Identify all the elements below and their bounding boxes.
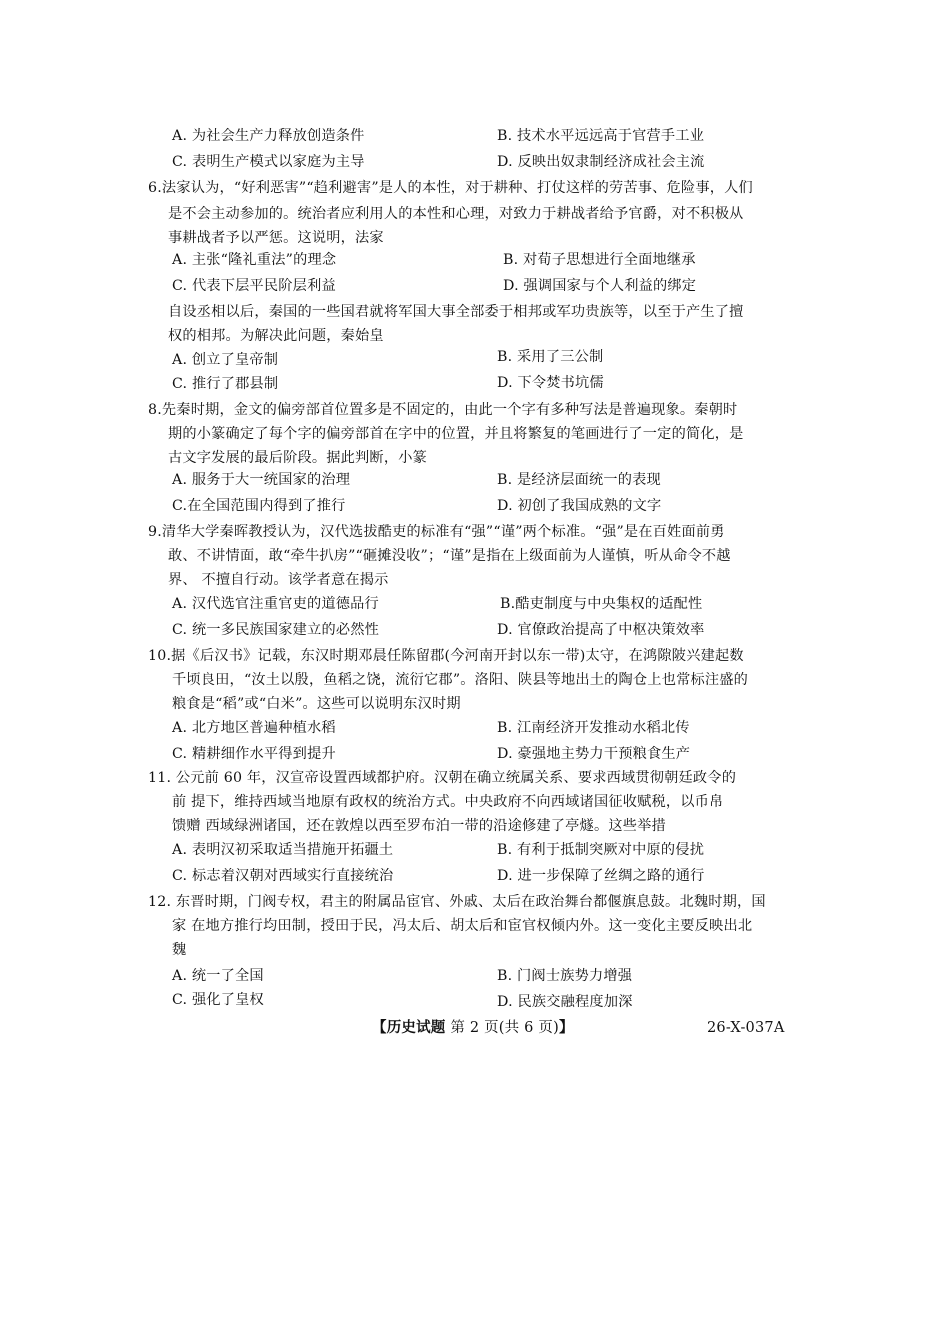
q7-option-b: B. 采用了三公制 [497, 349, 604, 365]
q12-stem-line: 12. 东晋时期，门阀专权，君主的附属品宦官、外戚、太后在政治舞台都偃旗息鼓。北魏时期，国 [148, 894, 766, 910]
q12-option-b: B. 门阀士族势力增强 [497, 968, 633, 984]
q7-option-d: D. 下令焚书坑儒 [497, 375, 604, 391]
q9-stem-line: 敢、不讲情面，敢“牵牛扒房”“砸摊没收”；“谨”是指在上级面前为人谨慎，听从命令不越 [168, 548, 731, 564]
q11-stem-line: 前 提下，维持西域当地原有政权的统治方式。中央政府不向西域诸国征收赋税，以币帛 [172, 794, 724, 810]
footer-bracket-close: 】 [558, 1019, 574, 1036]
q10-stem-line: 10.据《后汉书》记载，东汉时期邓晨任陈留郡(今河南开封以东一带)太守，在鸿隙陂兴建起数 [148, 648, 744, 664]
q10-option-d: D. 豪强地主势力干预粮食生产 [497, 746, 691, 762]
q8-option-c: C.在全国范围内得到了推行 [172, 498, 346, 514]
q8-option-d: D. 初创了我国成熟的文字 [497, 498, 662, 514]
q9-option-a: A. 汉代选官注重官吏的道德品行 [172, 596, 379, 612]
q5-option-a: A. 为社会生产力释放创造条件 [172, 128, 365, 144]
q10-stem-line: 千顷良田，“汝土以殷，鱼稻之饶，流衍它郡”。洛阳、陕县等地出土的陶仓上也常标注盛的 [172, 672, 749, 688]
q11-stem-line: 馈赠 西域绿洲诸国，还在敦煌以西至罗布泊一带的沿途修建了亭燧。这些举措 [172, 818, 666, 834]
q8-option-b: B. 是经济层面统一的表现 [497, 472, 661, 488]
q12-stem-line: 魏 [172, 942, 187, 958]
q5-option-b: B. 技术水平远远高于官营手工业 [497, 128, 705, 144]
q9-option-d: D. 官僚政治提高了中枢决策效率 [497, 622, 705, 638]
q8-stem-line: 8.先秦时期，金文的偏旁部首位置多是不固定的，由此一个字有多种写法是普遍现象。秦朝时 [148, 402, 738, 418]
q6-stem-line: 是不会主动参加的。统治者应利用人的本性和心理，对致力于耕战者给予官爵，对不积极从 [168, 206, 744, 222]
q7-stem-line: 权的相邦。为解决此问题，秦始皇 [168, 328, 384, 344]
q6-option-d: D. 强调国家与个人利益的绑定 [503, 278, 697, 294]
q10-option-a: A. 北方地区普遍种植水稻 [172, 720, 336, 736]
q9-stem-line: 9.清华大学秦晖教授认为，汉代选拔酷吏的标准有“强”“谨”两个标准。“强”是在百姓面前勇 [148, 524, 725, 540]
q10-stem-line: 粮食是“稻”或“白米”。这些可以说明东汉时期 [172, 696, 461, 712]
q10-option-b: B. 江南经济开发推动水稻北传 [497, 720, 690, 736]
q11-option-d: D. 进一步保障了丝绸之路的通行 [497, 868, 705, 884]
footer-bracket-open: 【 [372, 1019, 387, 1036]
q11-option-a: A. 表明汉初采取适当措施开拓疆土 [172, 842, 394, 858]
q5-option-c: C. 表明生产模式以家庭为主导 [172, 154, 365, 170]
footer-exam-code: 26-X-037A [707, 1020, 785, 1036]
q7-stem-line: 自设丞相以后，秦国的一些国君就将军国大事全部委于相邦或军功贵族等，以至于产生了擅 [168, 304, 744, 320]
q12-option-c: C. 强化了皇权 [172, 992, 264, 1008]
q8-stem-line: 期的小篆确定了每个字的偏旁部首在字中的位置，并且将繁复的笔画进行了一定的简化，是 [168, 426, 744, 442]
q11-option-b: B. 有利于抵制突厥对中原的侵扰 [497, 842, 705, 858]
q8-option-a: A. 服务于大一统国家的治理 [172, 472, 351, 488]
q10-option-c: C. 精耕细作水平得到提升 [172, 746, 336, 762]
q8-stem-line: 古文字发展的最后阶段。据此判断，小篆 [168, 450, 427, 466]
q9-stem-line: 界、 不擅自行动。该学者意在揭示 [168, 572, 389, 588]
q9-option-c: C. 统一多民族国家建立的必然性 [172, 622, 380, 638]
q7-option-a: A. 创立了皇帝制 [172, 352, 279, 368]
q9-option-b: B.酷吏制度与中央集权的适配性 [500, 596, 703, 612]
footer-subject-title: 历史试题 [386, 1019, 446, 1036]
q12-option-a: A. 统一了全国 [172, 968, 264, 984]
q11-stem-line: 11. 公元前 60 年，汉宣帝设置西域都护府。汉朝在确立统属关系、要求西域贯彻朝廷政令的 [148, 770, 737, 786]
q6-option-a: A. 主张“隆礼重法”的理念 [172, 252, 337, 268]
page-footer [372, 1018, 574, 1038]
q6-stem-line: 事耕战者予以严惩。这说明，法家 [168, 230, 384, 246]
footer-page-number: 第 2 页(共 6 页) [445, 1020, 559, 1036]
q5-option-d: D. 反映出奴隶制经济成社会主流 [497, 154, 705, 170]
q6-option-c: C. 代表下层平民阶层利益 [172, 278, 336, 294]
q7-option-c: C. 推行了郡县制 [172, 376, 279, 392]
q6-stem-line: 6.法家认为，“好利恶害”“趋利避害”是人的本性，对于耕种、打仗这样的劳苦事、危险事，人们 [148, 180, 753, 196]
q6-option-b: B. 对荀子思想进行全面地继承 [503, 252, 696, 268]
q12-option-d: D. 民族交融程度加深 [497, 994, 633, 1010]
q11-option-c: C. 标志着汉朝对西域实行直接统治 [172, 868, 394, 884]
q12-stem-line: 家 在地方推行均田制，授田于民，冯太后、胡太后和宦官权倾内外。这一变化主要反映出北 [172, 918, 753, 934]
